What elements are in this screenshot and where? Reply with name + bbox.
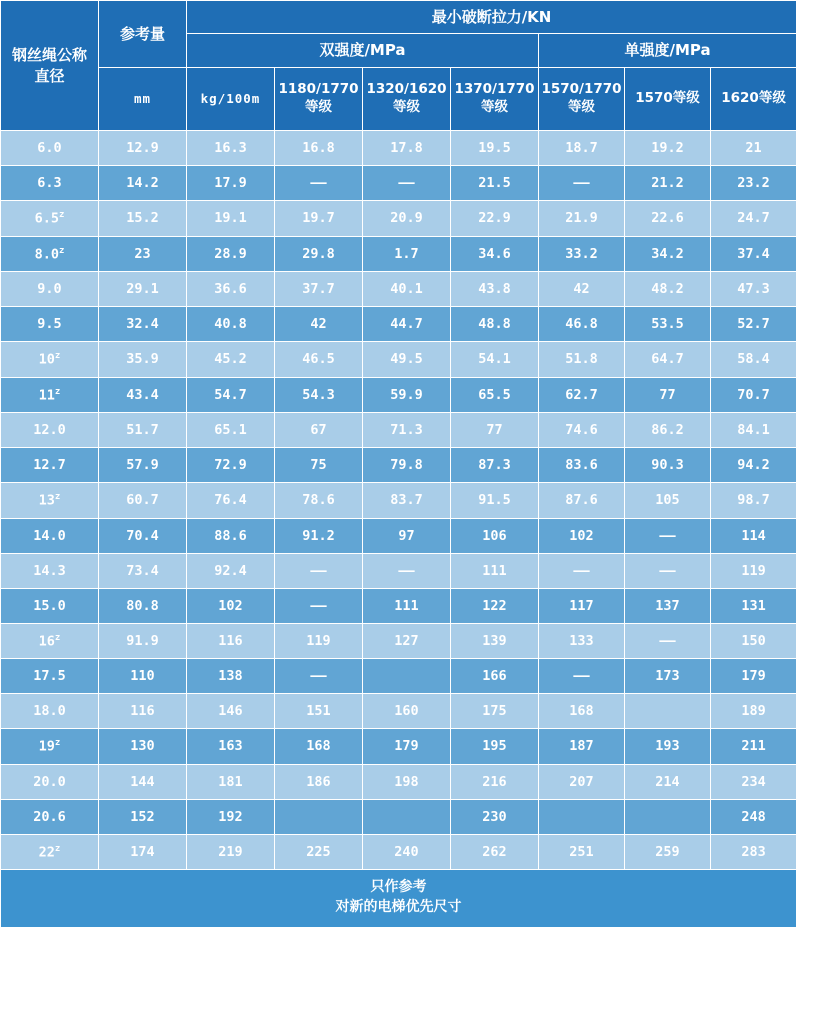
cell-diameter: 18.0 [1,694,99,729]
cell-reference-mass: 91.9 [99,623,187,659]
cell-diameter: 6.5$^z$ [1,201,99,237]
cell-breaking-force-7: 150 [711,623,797,659]
cell-breaking-force-5: —— [539,553,625,588]
cell-diameter: 14.3 [1,553,99,588]
cell-breaking-force-6: —— [625,518,711,553]
table-row [1,553,798,588]
cell-breaking-force-3: 127 [363,623,451,659]
cell-breaking-force-5: —— [539,659,625,694]
cell-breaking-force-6: 259 [625,834,711,870]
cell-breaking-force-5: 62.7 [539,377,625,413]
cell-breaking-force-3: 160 [363,694,451,729]
cell-breaking-force-1: 92.4 [187,553,275,588]
header-double-strength: 双强度/MPa [187,34,539,67]
table-footer [1,870,798,928]
diameter-superscript: z [54,351,61,362]
cell-breaking-force-7: 24.7 [711,201,797,237]
cell-breaking-force-4: 139 [451,623,539,659]
cell-breaking-force-1: 19.1 [187,201,275,237]
cell-breaking-force-1: 116 [187,623,275,659]
cell-breaking-force-7: 52.7 [711,307,797,342]
cell-breaking-force-5: 102 [539,518,625,553]
cell-breaking-force-3: 179 [363,729,451,765]
footer-note-line2: 对新的电梯优先尺寸 [335,899,462,916]
diameter-superscript: z [54,738,61,749]
cell-breaking-force-7: 37.4 [711,236,797,272]
cell-breaking-force-7: 23.2 [711,166,797,201]
cell-breaking-force-7: 189 [711,694,797,729]
table-row [1,483,798,519]
cell-breaking-force-3: 83.7 [363,483,451,519]
cell-reference-mass: 116 [99,694,187,729]
cell-breaking-force-3: —— [363,166,451,201]
cell-breaking-force-3: 44.7 [363,307,451,342]
cell-breaking-force-7: 58.4 [711,342,797,378]
cell-breaking-force-2: 42 [275,307,363,342]
cell-breaking-force-4: 262 [451,834,539,870]
table-row [1,377,798,413]
cell-breaking-force-2: 91.2 [275,518,363,553]
header-row-1 [1,1,798,34]
diameter-superscript: z [58,210,65,221]
cell-breaking-force-5: —— [539,166,625,201]
cell-breaking-force-2: 29.8 [275,236,363,272]
cell-breaking-force-7: 248 [711,799,797,834]
cell-diameter: 14.0 [1,518,99,553]
cell-reference-mass: 80.8 [99,588,187,623]
cell-breaking-force-2: 46.5 [275,342,363,378]
diameter-superscript: z [54,632,61,643]
cell-reference-mass: 174 [99,834,187,870]
cell-breaking-force-7: 98.7 [711,483,797,519]
cell-reference-mass: 60.7 [99,483,187,519]
diameter-superscript: z [58,245,65,256]
cell-breaking-force-4: 54.1 [451,342,539,378]
cell-breaking-force-4: 21.5 [451,166,539,201]
cell-breaking-force-1: 28.9 [187,236,275,272]
header-unit-kg: kg/100m [187,67,275,131]
cell-breaking-force-2 [275,799,363,834]
cell-breaking-force-2: —— [275,166,363,201]
cell-diameter: 20.6 [1,799,99,834]
cell-breaking-force-4: 166 [451,659,539,694]
table-row [1,834,798,870]
cell-breaking-force-4: 19.5 [451,131,539,166]
table-row [1,413,798,448]
cell-breaking-force-5: 51.8 [539,342,625,378]
cell-breaking-force-4: 22.9 [451,201,539,237]
cell-diameter: 15.0 [1,588,99,623]
cell-breaking-force-7: 94.2 [711,448,797,483]
cell-breaking-force-7: 283 [711,834,797,870]
diameter-superscript: z [54,386,61,397]
cell-breaking-force-1: 17.9 [187,166,275,201]
cell-breaking-force-2: 54.3 [275,377,363,413]
cell-breaking-force-7: 21 [711,131,797,166]
cell-breaking-force-5: 21.9 [539,201,625,237]
cell-breaking-force-3: 240 [363,834,451,870]
cell-breaking-force-5: 187 [539,729,625,765]
cell-breaking-force-4: 87.3 [451,448,539,483]
cell-breaking-force-4: 175 [451,694,539,729]
cell-breaking-force-6: 105 [625,483,711,519]
cell-breaking-force-2: —— [275,553,363,588]
header-grade-5: 1570等级 [625,67,711,131]
cell-breaking-force-6: 19.2 [625,131,711,166]
table-row [1,131,798,166]
header-reference: 参考量 [99,1,187,68]
cell-breaking-force-7: 131 [711,588,797,623]
table-row [1,799,798,834]
cell-breaking-force-1: 163 [187,729,275,765]
cell-breaking-force-6: 64.7 [625,342,711,378]
cell-breaking-force-5 [539,799,625,834]
cell-diameter: 19$^z$ [1,729,99,765]
cell-breaking-force-7: 84.1 [711,413,797,448]
header-breaking-force: 最小破断拉力/KN [187,1,797,34]
table-row [1,659,798,694]
cell-breaking-force-7: 114 [711,518,797,553]
cell-diameter: 22$^z$ [1,834,99,870]
cell-diameter: 11$^z$ [1,377,99,413]
cell-breaking-force-3: 111 [363,588,451,623]
diameter-superscript: z [54,843,61,854]
header-unit-mm: mm [99,67,187,131]
header-grade-2: 1320/1620等级 [363,67,451,131]
cell-breaking-force-6: 137 [625,588,711,623]
cell-breaking-force-3: 17.8 [363,131,451,166]
cell-breaking-force-6: 193 [625,729,711,765]
cell-breaking-force-5: 83.6 [539,448,625,483]
cell-diameter: 13$^z$ [1,483,99,519]
cell-breaking-force-6: —— [625,623,711,659]
cell-reference-mass: 29.1 [99,272,187,307]
cell-breaking-force-1: 102 [187,588,275,623]
cell-breaking-force-6: 86.2 [625,413,711,448]
cell-breaking-force-3: 59.9 [363,377,451,413]
header-diameter [1,1,99,131]
table-row [1,342,798,378]
cell-breaking-force-3 [363,659,451,694]
header-grade-4: 1570/1770等级 [539,67,625,131]
cell-breaking-force-1: 192 [187,799,275,834]
header-diameter-line2: 直径 [34,66,65,85]
cell-breaking-force-1: 76.4 [187,483,275,519]
cell-reference-mass: 144 [99,764,187,799]
table-row [1,623,798,659]
cell-breaking-force-6: —— [625,553,711,588]
cell-breaking-force-6: 214 [625,764,711,799]
cell-breaking-force-3 [363,799,451,834]
diameter-superscript: z [54,492,61,503]
cell-breaking-force-6: 34.2 [625,236,711,272]
cell-breaking-force-1: 181 [187,764,275,799]
cell-breaking-force-2: 186 [275,764,363,799]
cell-reference-mass: 32.4 [99,307,187,342]
cell-breaking-force-1: 219 [187,834,275,870]
footer-row [1,870,798,928]
cell-reference-mass: 35.9 [99,342,187,378]
cell-reference-mass: 110 [99,659,187,694]
cell-breaking-force-7: 211 [711,729,797,765]
cell-diameter: 20.0 [1,764,99,799]
cell-reference-mass: 23 [99,236,187,272]
footer-note [1,870,797,928]
cell-breaking-force-1: 72.9 [187,448,275,483]
cell-breaking-force-1: 36.6 [187,272,275,307]
cell-breaking-force-2: 37.7 [275,272,363,307]
cell-breaking-force-2: 19.7 [275,201,363,237]
cell-diameter: 17.5 [1,659,99,694]
table-header [1,1,837,131]
table-row [1,764,798,799]
table-row [1,448,798,483]
cell-breaking-force-5: 74.6 [539,413,625,448]
cell-breaking-force-5: 42 [539,272,625,307]
cell-diameter: 12.7 [1,448,99,483]
cell-breaking-force-3: 40.1 [363,272,451,307]
cell-reference-mass: 51.7 [99,413,187,448]
cell-breaking-force-5: 133 [539,623,625,659]
cell-breaking-force-2: 75 [275,448,363,483]
cell-breaking-force-5: 117 [539,588,625,623]
cell-reference-mass: 57.9 [99,448,187,483]
cell-breaking-force-2: 119 [275,623,363,659]
table-row [1,729,798,765]
cell-reference-mass: 130 [99,729,187,765]
cell-breaking-force-7: 119 [711,553,797,588]
cell-breaking-force-7: 234 [711,764,797,799]
cell-breaking-force-3: 97 [363,518,451,553]
cell-breaking-force-3: —— [363,553,451,588]
cell-breaking-force-3: 71.3 [363,413,451,448]
cell-breaking-force-6: 77 [625,377,711,413]
cell-breaking-force-5: 168 [539,694,625,729]
cell-breaking-force-5: 46.8 [539,307,625,342]
cell-diameter: 8.0$^z$ [1,236,99,272]
cell-breaking-force-1: 54.7 [187,377,275,413]
cell-diameter: 10$^z$ [1,342,99,378]
cell-reference-mass: 73.4 [99,553,187,588]
cell-breaking-force-4: 65.5 [451,377,539,413]
header-grade-1: 1180/1770等级 [275,67,363,131]
cell-breaking-force-3: 20.9 [363,201,451,237]
cell-breaking-force-6: 90.3 [625,448,711,483]
cell-breaking-force-5: 251 [539,834,625,870]
cell-reference-mass: 152 [99,799,187,834]
cell-breaking-force-4: 43.8 [451,272,539,307]
table-row [1,307,798,342]
cell-breaking-force-1: 138 [187,659,275,694]
cell-diameter: 12.0 [1,413,99,448]
cell-breaking-force-4: 91.5 [451,483,539,519]
cell-breaking-force-2: 67 [275,413,363,448]
cell-breaking-force-6: 21.2 [625,166,711,201]
table-row [1,518,798,553]
cell-breaking-force-1: 146 [187,694,275,729]
cell-breaking-force-3: 79.8 [363,448,451,483]
table-row [1,201,798,237]
cell-breaking-force-4: 122 [451,588,539,623]
cell-diameter: 6.0 [1,131,99,166]
cell-breaking-force-5: 87.6 [539,483,625,519]
cell-reference-mass: 70.4 [99,518,187,553]
header-grade-7: 1770等级 [799,72,837,124]
cell-breaking-force-2: 168 [275,729,363,765]
cell-breaking-force-7: 179 [711,659,797,694]
cell-breaking-force-2: 16.8 [275,131,363,166]
cell-reference-mass: 14.2 [99,166,187,201]
cell-diameter: 16$^z$ [1,623,99,659]
cell-breaking-force-1: 16.3 [187,131,275,166]
cell-diameter: 6.3 [1,166,99,201]
cell-breaking-force-4: 77 [451,413,539,448]
cell-breaking-force-6 [625,799,711,834]
cell-breaking-force-7: 70.7 [711,377,797,413]
cell-breaking-force-1: 45.2 [187,342,275,378]
cell-breaking-force-6: 53.5 [625,307,711,342]
cell-breaking-force-4: 106 [451,518,539,553]
cell-breaking-force-1: 65.1 [187,413,275,448]
cell-breaking-force-4: 195 [451,729,539,765]
table-row [1,236,798,272]
table-body [1,131,798,870]
table-row [1,588,798,623]
cell-reference-mass: 12.9 [99,131,187,166]
cell-breaking-force-5: 207 [539,764,625,799]
cell-breaking-force-4: 48.8 [451,307,539,342]
cell-breaking-force-2: 151 [275,694,363,729]
table-row [1,272,798,307]
cell-breaking-force-4: 230 [451,799,539,834]
header-diameter-line1: 钢丝绳公称 [11,46,87,65]
cell-breaking-force-4: 216 [451,764,539,799]
cell-reference-mass: 15.2 [99,201,187,237]
cell-diameter: 9.0 [1,272,99,307]
cell-breaking-force-4: 34.6 [451,236,539,272]
cell-breaking-force-1: 88.6 [187,518,275,553]
cell-breaking-force-3: 49.5 [363,342,451,378]
cell-breaking-force-7: 47.3 [711,272,797,307]
cell-breaking-force-6 [625,694,711,729]
cell-reference-mass: 43.4 [99,377,187,413]
cell-diameter: 9.5 [1,307,99,342]
cell-breaking-force-2: —— [275,588,363,623]
cell-breaking-force-5: 18.7 [539,131,625,166]
cell-breaking-force-6: 173 [625,659,711,694]
table-row [1,166,798,201]
cell-breaking-force-3: 198 [363,764,451,799]
cell-breaking-force-2: 225 [275,834,363,870]
header-grade-6: 1620等级 [711,67,797,131]
cell-breaking-force-6: 22.6 [625,201,711,237]
footer-note-line1: 只作参考 [370,879,427,896]
cell-breaking-force-1: 40.8 [187,307,275,342]
cell-breaking-force-6: 48.2 [625,272,711,307]
header-row-3 [1,67,798,131]
cell-breaking-force-3: 1.7 [363,236,451,272]
cell-breaking-force-5: 33.2 [539,236,625,272]
table-row [1,694,798,729]
cell-breaking-force-2: —— [275,659,363,694]
header-grade-3: 1370/1770等级 [451,67,539,131]
cell-breaking-force-2: 78.6 [275,483,363,519]
cell-breaking-force-4: 111 [451,553,539,588]
header-single-strength: 单强度/MPa [539,34,797,67]
